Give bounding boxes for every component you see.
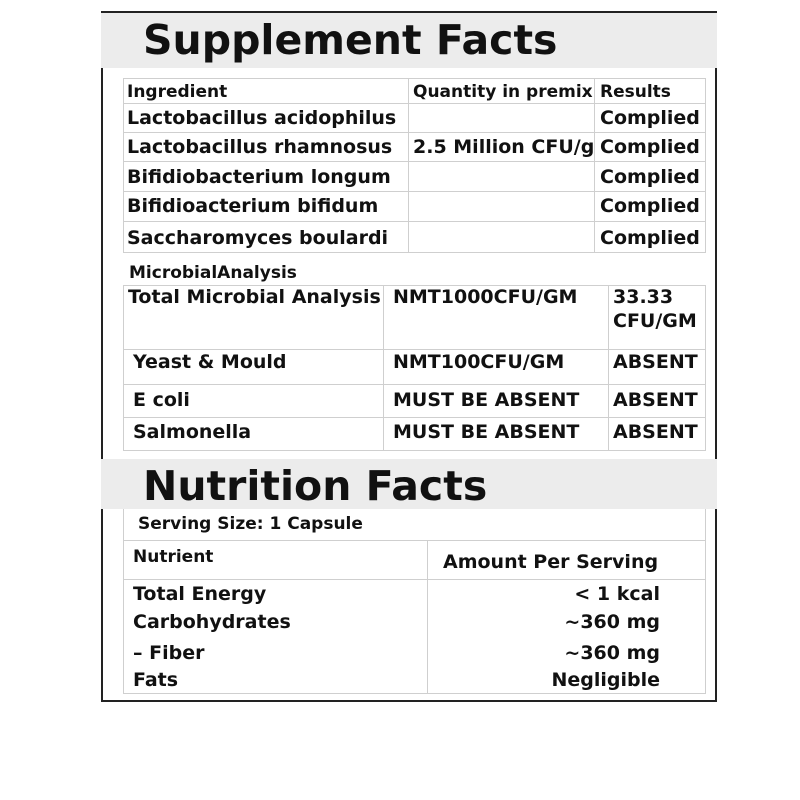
nutrient-name: – Fiber <box>133 642 205 664</box>
header-results: Results <box>600 82 671 102</box>
microbial-result: ABSENT <box>613 421 698 443</box>
ingredient-result: Complied <box>600 136 700 158</box>
microbial-limit: NMT1000CFU/GM <box>393 286 578 308</box>
nutrient-amount: ~360 mg <box>564 611 660 633</box>
ingredient-result: Complied <box>600 227 700 249</box>
microbial-limit: MUST BE ABSENT <box>393 421 580 443</box>
nutrient-name: Carbohydrates <box>133 611 291 633</box>
ingredient-result: Complied <box>600 195 700 217</box>
header-ingredient: Ingredient <box>127 82 228 102</box>
nutrient-amount: < 1 kcal <box>574 583 660 605</box>
nutrient-name: Total Energy <box>133 583 267 605</box>
microbial-result: ABSENT <box>613 389 698 411</box>
ingredient-name: Bifidiobacterium longum <box>127 166 391 188</box>
header-amount-per-serving: Amount Per Serving <box>443 551 659 573</box>
ingredient-result: Complied <box>600 107 700 129</box>
nutrient-amount: ~360 mg <box>564 642 660 664</box>
serving-size: Serving Size: 1 Capsule <box>138 514 363 534</box>
ingredient-name: Lactobacillus rhamnosus <box>127 136 393 158</box>
nutrient-amount: Negligible <box>551 669 660 691</box>
microbial-limit: NMT100CFU/GM <box>393 351 565 373</box>
microbial-result-unit: CFU/GM <box>613 310 697 332</box>
microbial-test: Yeast & Mould <box>133 351 287 373</box>
ingredient-name: Bifidioacterium bifidum <box>127 195 379 217</box>
header-quantity: Quantity in premix <box>413 82 593 102</box>
microbial-test: Salmonella <box>133 421 252 443</box>
supplement-facts-title: Supplement Facts <box>143 16 558 64</box>
microbial-test: Total Microbial Analysis <box>128 286 381 308</box>
ingredient-name: Lactobacillus acidophilus <box>127 107 397 129</box>
nutrition-facts-title: Nutrition Facts <box>143 462 488 510</box>
microbial-result: ABSENT <box>613 351 698 373</box>
ingredient-result: Complied <box>600 166 700 188</box>
nutrient-name: Fats <box>133 669 179 691</box>
microbial-analysis-title: MicrobialAnalysis <box>129 263 297 283</box>
ingredient-name: Saccharomyces boulardi <box>127 227 389 249</box>
microbial-result: 33.33 <box>613 286 674 308</box>
microbial-test: E coli <box>133 389 190 411</box>
header-nutrient: Nutrient <box>133 547 214 567</box>
ingredient-quantity: 2.5 Million CFU/g <box>413 136 595 158</box>
microbial-limit: MUST BE ABSENT <box>393 389 580 411</box>
